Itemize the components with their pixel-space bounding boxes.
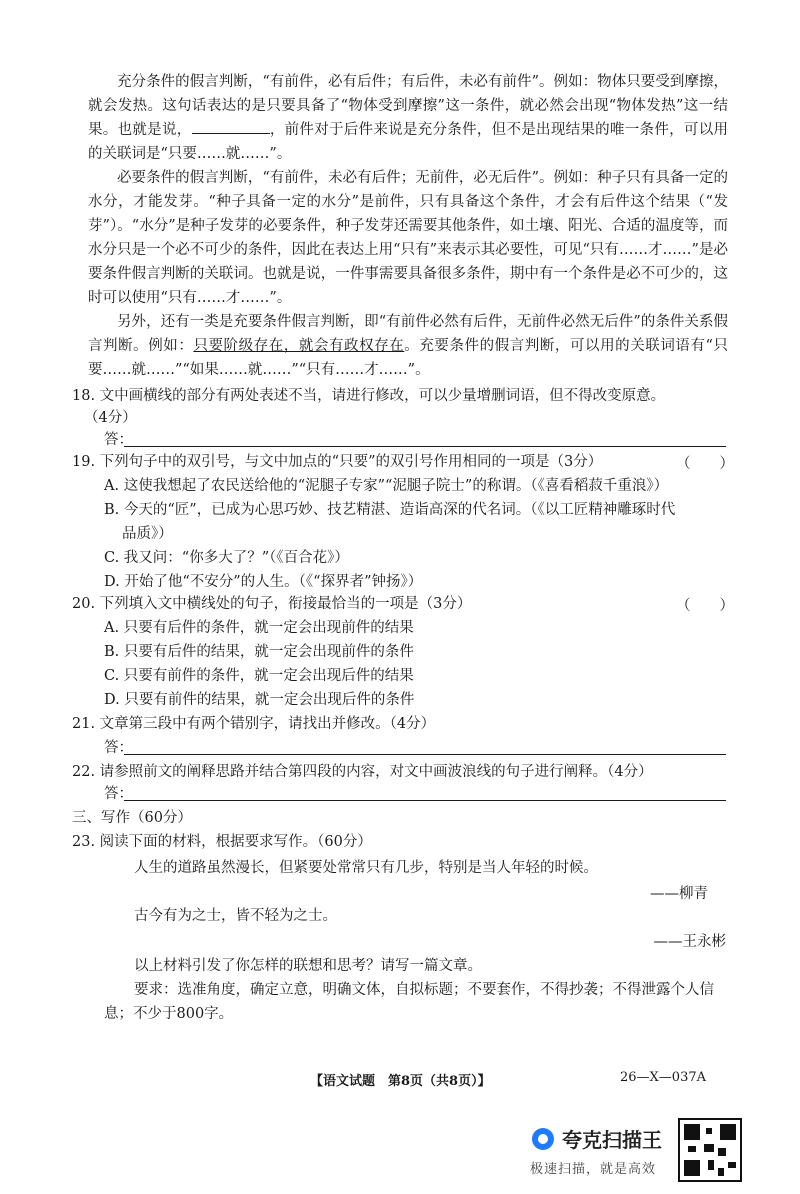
section-3-heading: 三、写作（60分） [72, 810, 192, 826]
paragraph-3-text-a: 另外，还有一类是充要条件假言判断，即“有前件必然有后件，无前件必然无后件”的条件关系假言判断。例如： [88, 314, 728, 354]
q19-option-a: A. 这使我想起了农民送给他的“泥腿子专家”“泥腿子院士”的称谓。（《喜看稻菽千重浪》） [104, 478, 669, 494]
q21-answer-label: 答： [104, 740, 133, 756]
q20-answer-paren[interactable]: （ ） [676, 598, 734, 614]
page-footer-title: 【语文试题 第8页（共8页）】 [310, 1074, 491, 1089]
q23-quote-2: 古今有为之士，皆不轻为之士。 [134, 908, 337, 924]
q18-answer-line[interactable] [124, 446, 726, 447]
q19-answer-paren[interactable]: （ ） [676, 456, 734, 472]
paragraph-2: 必要条件的假言判断，“有前件，未必有后件；无前件，必无后件”。例如：种子只有具备一定的水分，才能发芽。“种子具备一定的水分”是前件，只有具备这个条件，才会有后件这个结果（“发芽”）。“水分”是种子发芽的必要条件，种子发芽还需要其他条件，如土壤、阳光、合适的温度等，而水分只是一个必不可少的条件，因此在表达上用“只有”来表示其必要性，可见“只有……才……”是必要条件假言判断的关联词。也就是说，一件事需要具备很多条件，期中有一个条件是必不可少的，这时可以使用“只有……才……”。 [88, 170, 728, 306]
scanner-slogan: 极速扫描，就是高效 [530, 1162, 657, 1177]
q23-author-1: ——柳青 [650, 886, 708, 902]
paragraph-3-text-b: 。充要条件的假言判断，可以用的关联词语有“只要……就……”“如果……就……”“只有……才……”。 [88, 338, 728, 378]
q23-prompt: 以上材料引发了你怎样的联想和思考？请写一篇文章。 [134, 958, 482, 974]
paragraph-3 [88, 310, 728, 382]
wavy-underlined-sentence: 只要阶级存在，就会有政权存在 [193, 338, 405, 354]
q23-requirement-cont: 息；不少于800字。 [104, 1006, 234, 1022]
paragraph-1 [88, 70, 728, 166]
q20-option-b: B. 只要有后件的结果，就一定会出现前件的条件 [104, 644, 414, 660]
q22-stem: 22. 请参照前文的阐释思路并结合第四段的内容，对文中画波浪线的句子进行阐释。（4分） [72, 764, 653, 780]
q20-option-c: C. 只要有前件的条件，就一定会出现后件的结果 [104, 668, 414, 684]
paragraph-1-text-a: 充分条件的假言判断，“有前件，必有后件；有后件，未必有前件”。例如：物体只要受到摩擦，就会发热。这句话表达的是只要具备了“物体受到摩擦”这一条件，就必然会出现“物体发热”这一结果。也就是说， [88, 74, 728, 138]
q18-stem: 18. 文中画横线的部分有两处表述不当，请进行修改，可以少量增删词语，但不得改变原意。 [72, 388, 666, 404]
scanner-logo [528, 1122, 678, 1182]
q21-answer-line[interactable] [124, 754, 726, 755]
q20-stem: 20. 下列填入文中横线处的句子，衔接最恰当的一项是（3分） [72, 596, 472, 612]
q19-option-b-cont: 品质》） [122, 526, 173, 542]
q19-option-c: C. 我又问：“你多大了？”（《百合花》） [104, 550, 349, 566]
q19-stem: 19. 下列句子中的双引号，与文中加点的“只要”的双引号作用相同的一项是（3分） [72, 454, 603, 470]
q18-score: （4分） [84, 410, 137, 426]
q22-answer-label: 答： [104, 786, 133, 802]
q19-option-b: B. 今天的“匠”，已成为心思巧妙、技艺精湛、造诣高深的代名词。（《以工匠精神雕琢时代 [104, 502, 676, 518]
q23-stem: 23. 阅读下面的材料，根据要求写作。（60分） [72, 834, 372, 850]
qr-code-icon [678, 1118, 742, 1182]
q23-author-2: ——王永彬 [653, 934, 726, 950]
page-footer-code: 26—X—037A [620, 1070, 706, 1085]
q20-option-a: A. 只要有后件的条件，就一定会出现前件的结果 [104, 620, 414, 636]
scanner-logo-icon [532, 1128, 554, 1150]
q21-stem: 21. 文章第三段中有两个错别字，请找出并修改。（4分） [72, 716, 436, 732]
q18-answer-label: 答： [104, 432, 133, 448]
q19-option-d: D. 开始了他“不安分”的人生。（《“探界者”钟扬》） [104, 574, 423, 590]
q23-quote-1: 人生的道路虽然漫长，但紧要处常常只有几步，特别是当人年轻的时候。 [134, 860, 598, 876]
paragraph-1-text-b: ，前件对于后件来说是充分条件，但不是出现结果的唯一条件，可以用的关联词是“只要……就……”。 [88, 122, 729, 162]
fill-blank [192, 119, 270, 134]
q20-option-d: D. 只要有前件的结果，就一定会出现后件的条件 [104, 692, 415, 708]
q23-requirement: 要求：选准角度，确定立意，明确文体，自拟标题；不要套作，不得抄袭；不得泄露个人信 [134, 982, 714, 998]
q22-answer-line[interactable] [124, 800, 726, 801]
scanner-brand-name: 夸克扫描王 [562, 1128, 662, 1152]
